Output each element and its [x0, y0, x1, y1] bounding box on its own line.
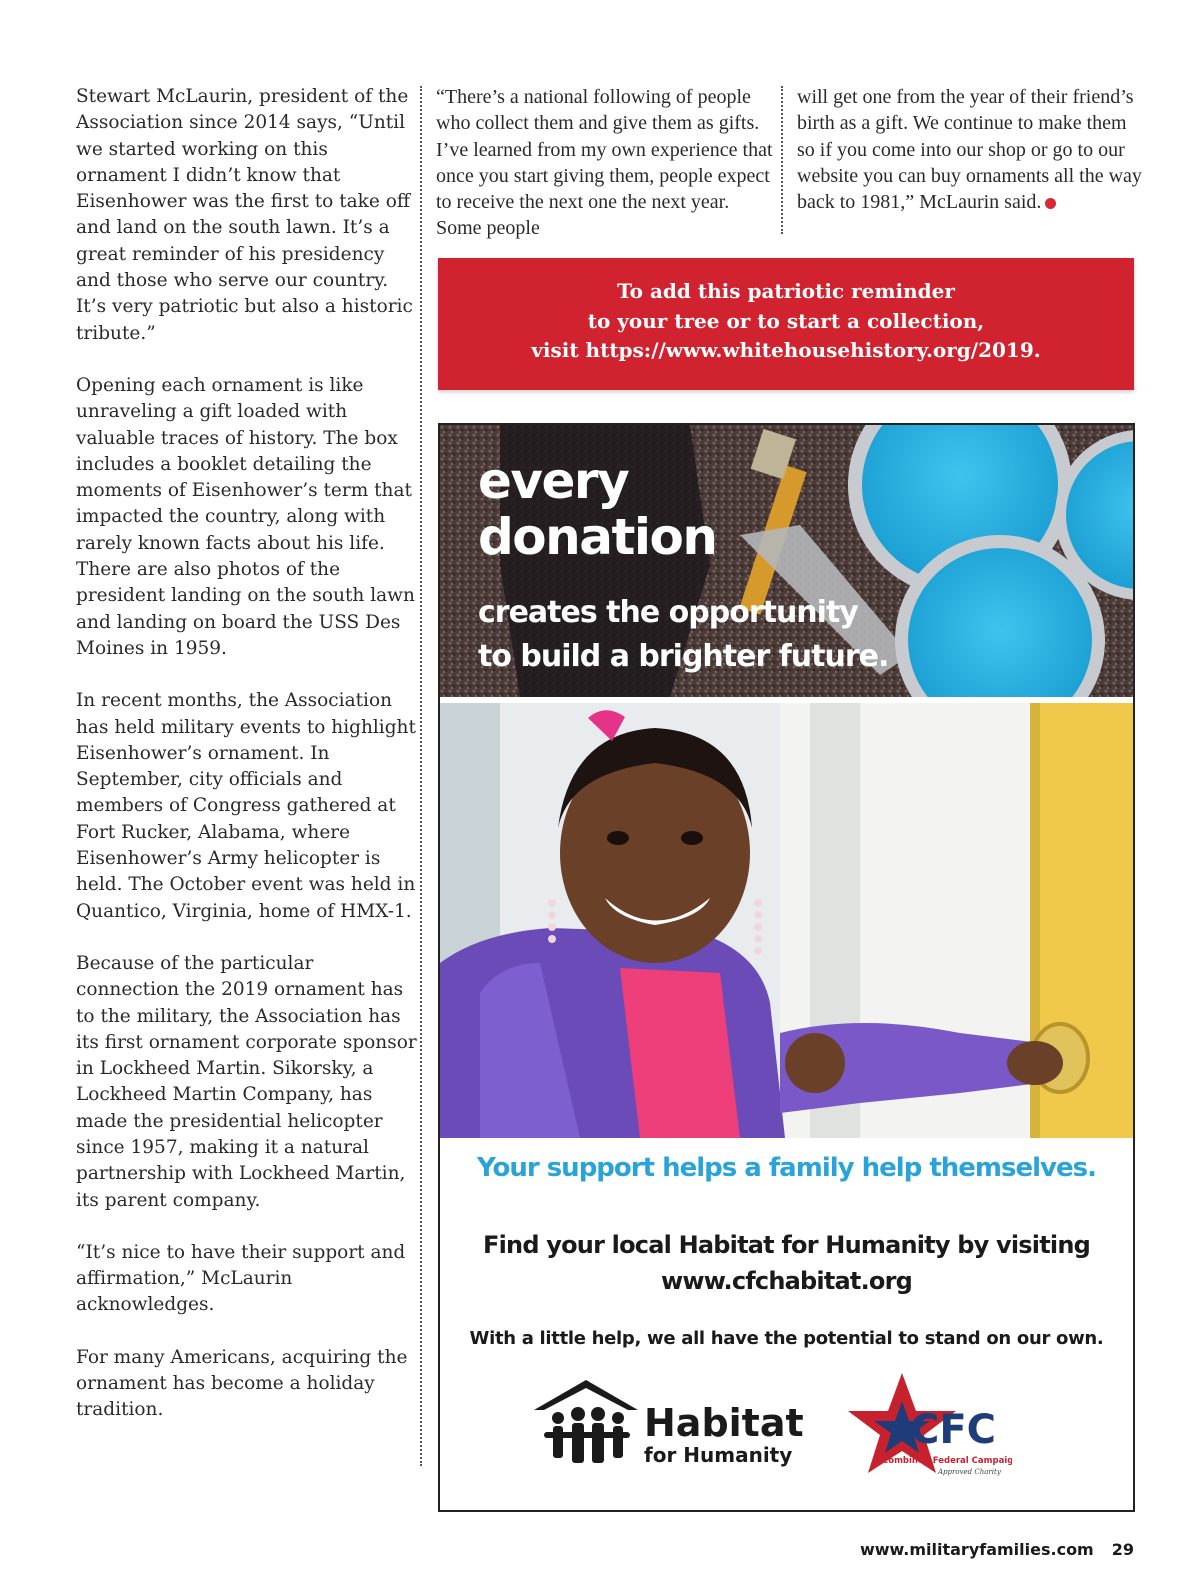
article-text: will get one from the year of their friend’s birth as a gift. We continue to make them so if you come into our shop or go to our website you can buy ornaments all the way back to 1981,” McLaurin said.: [797, 86, 1142, 214]
habitat-name: Habitat: [644, 1401, 804, 1445]
cfc-subtitle: Combined Federal Campaign: [882, 1456, 1012, 1466]
callout-box: [438, 258, 1134, 390]
ad-subheadline-line: creates the opportunity: [478, 595, 858, 630]
article-column-left: [76, 84, 418, 1450]
cfc-note: Approved Charity: [938, 1468, 1001, 1476]
ad-hero-banner: [440, 425, 1133, 697]
footer-website-link[interactable]: www.militaryfamilies.com: [859, 1540, 1094, 1559]
girl-at-door-photo: [440, 703, 1133, 1138]
article-paragraph: Opening each ornament is like unraveling a gift loaded with valuable traces of history. The box includes a booklet detailing the moments of Eisenhower’s term that impacted the country, along with rarely known facts about his life. There are also photos of the president landing on the south lawn and landing on board the USS Des Moines in 1959.: [76, 374, 415, 659]
habitat-for-humanity-logo: [534, 1380, 804, 1475]
page-footer: [860, 1540, 1134, 1559]
article-column-right: [797, 84, 1142, 215]
ad-website-link[interactable]: www.cfchabitat.org: [660, 1267, 913, 1295]
article-paragraph: Stewart McLaurin, president of the Association since 2014 says, “Until we started working on this ornament I didn’t know that Eisenhower was the first to take off and land on the south lawn. It’s a great reminder of his presidency and those who serve our country. It’s very patriotic but also a historic tribute.”: [76, 86, 413, 344]
ad-find-line: Find your local Habitat for Humanity by visiting: [483, 1231, 1090, 1259]
column-divider: [781, 86, 783, 234]
habitat-advertisement: [438, 423, 1135, 1512]
callout-line: to your tree or to start a collection,: [587, 308, 985, 333]
ad-subheadline: [478, 591, 888, 679]
article-paragraph: [797, 84, 1142, 215]
column-divider: [420, 86, 422, 1466]
page-number: 29: [1111, 1540, 1134, 1559]
ad-headline-line: donation: [478, 508, 717, 566]
ad-help-line: With a little help, we all have the potential to stand on our own.: [469, 1328, 1104, 1349]
ad-headline: [478, 453, 716, 565]
ad-headline-line: every: [478, 452, 629, 510]
habitat-tagline: for Humanity: [644, 1443, 793, 1467]
cfc-logo: [842, 1371, 1012, 1483]
callout-link[interactable]: visit https://www.whitehousehistory.org/2019.: [531, 338, 1041, 362]
article-paragraph: “There’s a national following of people who collect them and give them as gifts. I’ve learned from my own experience that once you start giving them, people expect to receive the next one the next year. Some people: [436, 86, 773, 240]
article-column-middle: [436, 84, 778, 242]
article-paragraph: “It’s nice to have their support and affirmation,” McLaurin acknowledges.: [76, 1241, 406, 1316]
ad-tagline: Your support helps a family help themselves.: [477, 1153, 1096, 1183]
habitat-logo-icon: [534, 1380, 804, 1475]
cfc-name: CFC: [910, 1407, 997, 1453]
callout-line: To add this patriotic reminder: [617, 279, 955, 303]
end-mark-icon: [1045, 198, 1056, 209]
girl-at-door-image: [440, 703, 1133, 1138]
ad-find-local: [440, 1227, 1133, 1299]
ad-subheadline-line: to build a brighter future.: [478, 639, 889, 674]
article-paragraph: For many Americans, acquiring the ornament has become a holiday tradition.: [76, 1346, 408, 1421]
article-paragraph: In recent months, the Association has held military events to highlight Eisenhower’s ornament. In September, city officials and members of Congress gathered at Fort Rucker, Alabama, where Eisenhower’s Army helicopter is held. The October event was held in Quantico, Virginia, home of HMX-1.: [76, 690, 416, 922]
article-paragraph: Because of the particular connection the 2019 ornament has to the military, the Association has its first ornament corporate sponsor in Lockheed Martin. Sikorsky, a Lockheed Martin Company, has made the presidential helicopter since 1957, making it a natural partnership with Lockheed Martin, its parent company.: [76, 952, 417, 1211]
cfc-star-icon: [842, 1371, 1012, 1483]
